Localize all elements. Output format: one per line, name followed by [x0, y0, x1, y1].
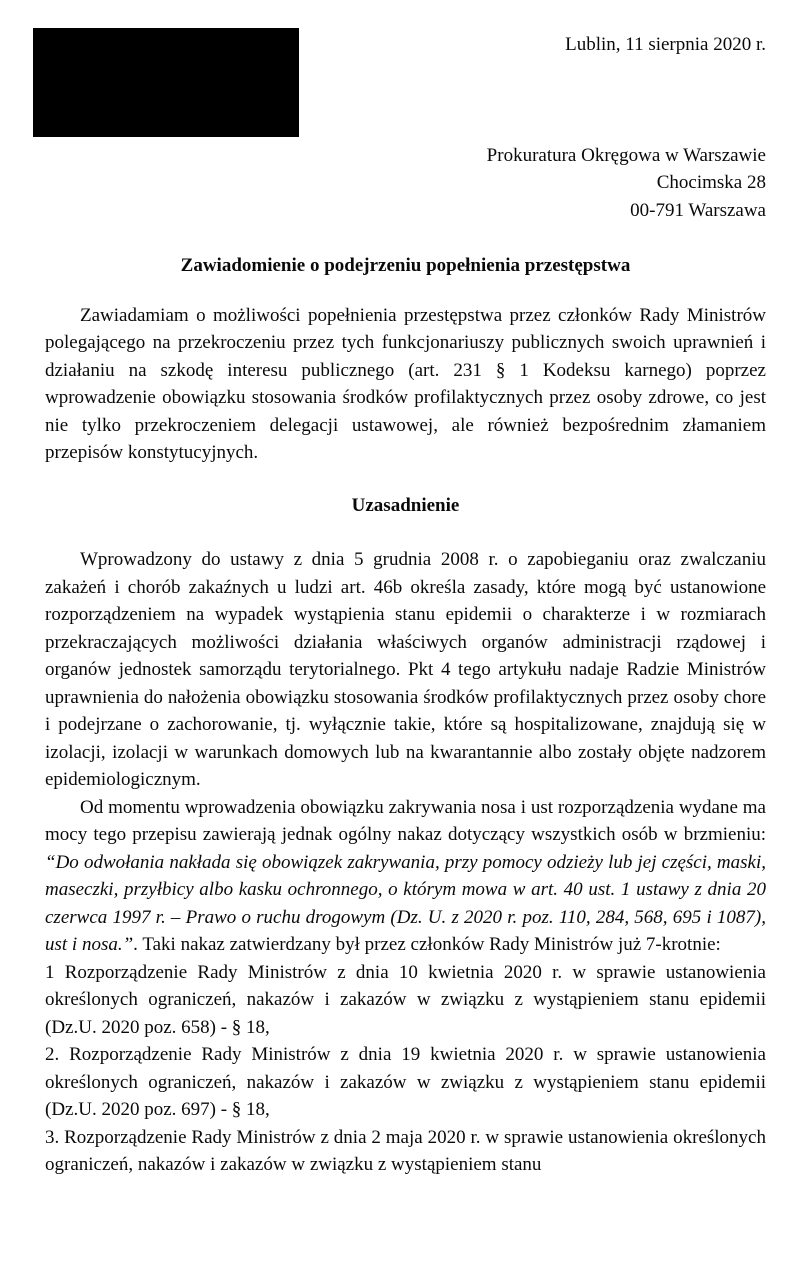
regulation-quote: “Do odwołania nakłada się obowiązek zakrywania, przy pomocy odzieży lub jej części, maski, maseczki, przyłbicy albo kasku ochronnego, o którym mowa w art. 40 ust. 1 ustawy z dnia 20 czerwca 1997 r. – Prawo o ruchu drogowym (Dz. U. z 2020 r. poz. 110, 284, 568, 695 i 1087), ust i nosa.”	[45, 851, 766, 955]
date-line: Lublin, 11 sierpnia 2020 r.	[565, 34, 766, 55]
justification-paragraph-1: Wprowadzony do ustawy z dnia 5 grudnia 2008 r. o zapobieganiu oraz zwalczaniu zakażeń i chorób zakaźnych u ludzi art. 46b określa zasady, które mogą być ustanowione rozporządzeniem na wypadek wystąpienia stanu epidemii o charakterze i w rozmiarach przekraczających możliwości działania właściwych organów administracji rządowej i organów jednostek samorządu terytorialnego. Pkt 4 tego artykułu nadaje Radzie Ministrów uprawnienia do nałożenia obowiązku stosowania środków profilaktycznych przez osoby chore i podejrzane o zachorowanie, tj. wyłącznie takie, które są hospitalizowane, znajdują się w izolacji, izolacji w warunkach domowych lub na kwarantannie albo zostały objęte nadzorem epidemiologicznym.	[45, 549, 766, 790]
justification-paragraph-2	[45, 794, 766, 959]
intro-paragraph: Zawiadamiam o możliwości popełnienia przestępstwa przez członków Rady Ministrów polegającego na przekroczeniu przez tych funkcjonariuszy publicznych swoich uprawnień i działaniu na szkodę interesu publicznego (art. 231 § 1 Kodeksu karnego) poprzez wprowadzenie obowiązku stosowania środków profilaktycznych przez osoby zdrowe, co jest nie tylko przekroczeniem delegacji ustawowej, ale również bezpośrednim złamaniem przepisów konstytucyjnych.	[45, 304, 766, 463]
document-title: Zawiadomienie o podejrzeniu popełnienia przestępstwa	[180, 255, 631, 276]
regulation-list-item-2: 2. Rozporządzenie Rady Ministrów z dnia 19 kwietnia 2020 r. w sprawie ustanowienia określonych ograniczeń, nakazów i zakazów w związku z wystąpieniem stanu epidemii (Dz.U. 2020 poz. 697) - § 18,	[45, 1044, 766, 1120]
section-heading: Uzasadnienie	[351, 494, 460, 516]
regulation-list-item-3: 3. Rozporządzenie Rady Ministrów z dnia 2 maja 2020 r. w sprawie ustanowienia określonych ograniczeń, nakazów i zakazów w związku z wystąpieniem stanu	[45, 1126, 766, 1175]
paragraph-2-intro: Od momentu wprowadzenia obowiązku zakrywania nosa i ust rozporządzenia wydane ma mocy tego przepisu zawierają jednak ogólny nakaz dotyczący wszystkich osób w brzmieniu:	[45, 796, 766, 845]
regulation-list-item-1: 1 Rozporządzenie Rady Ministrów z dnia 10 kwietnia 2020 r. w sprawie ustanowienia określonych ograniczeń, nakazów i zakazów w związku z wystąpieniem stanu epidemii (Dz.U. 2020 poz. 658) - § 18,	[45, 961, 766, 1038]
paragraph-2-outro: . Taki nakaz zatwierdzany był przez członków Rady Ministrów już 7-krotnie:	[133, 934, 721, 955]
document-body	[45, 0, 766, 1179]
recipient-name: Prokuratura Okręgowa w Warszawie	[486, 145, 766, 166]
recipient-street: Chocimska 28	[656, 172, 766, 194]
recipient-city: 00-791 Warszawa	[630, 199, 766, 221]
